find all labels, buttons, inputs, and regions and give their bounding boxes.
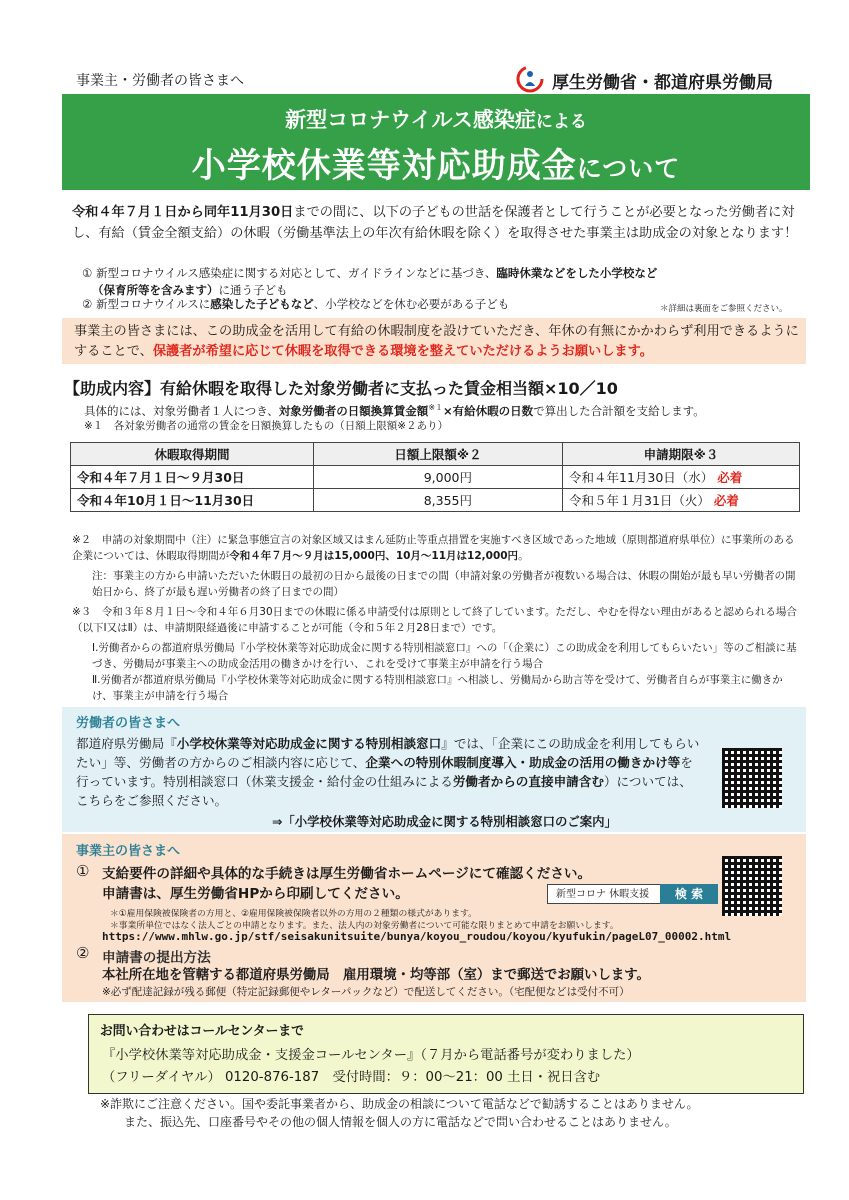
limits-table [70,442,800,512]
item-number: ① [76,862,90,880]
banner-subtitle-suffix: による [535,112,587,132]
employers-item1-a: 支給要件の詳細や具体的な手続きは厚生労働省ホームページにて確認ください。 [102,866,592,882]
cell-period: 令和４年10月１日～11月30日 [71,489,314,512]
submission-note: ※必ず配達記録が残る郵便（特定記録郵便やレターパックなど）で配送してください。（宅配便などは受付不可） [102,986,630,998]
workers-text-a: 都道府県労働局『 [76,736,177,751]
col-header-period: 休暇取得期間 [71,443,314,466]
workers-text-d: 企業への特別休暇制度導入・助成金の活用の働きかけ等 [365,755,681,770]
item1-bold-2: （保育所等を含みます） [92,283,219,297]
intro-paragraph [72,202,812,244]
detail-note: ＊詳細は裏面をご参照ください。 [660,304,788,314]
mhlw-url-link[interactable]: https://www.mhlw.go.jp/stf/seisakunitsuite/bunya/koyou_roudou/koyou/kyufukin/pageL07_00002.html [102,930,732,943]
aid-desc-d: で算出した合計額を支給します。 [533,403,705,418]
cell-deadline [563,489,800,512]
list-item [82,296,642,313]
item2-bold: 感染した子どもなど [210,297,314,311]
deadline-date: 令和４年11月30日（水） [569,470,714,485]
aid-desc-sup: ※１ [428,403,444,412]
aid-desc-b: 対象労働者の日額換算賃金額 [278,403,429,418]
call-center-name: 『小学校休業等対応助成金・支援金コールセンター』（７月から電話番号が変わりました） [102,1048,640,1063]
submission-method-text: 本社所在地を管轄する都道府県労働局 雇用環境・均等部（室）まで郵送でお願いします。 [102,968,650,983]
qr-code-icon[interactable] [722,748,782,808]
must-arrive-label: 必着 [717,470,743,485]
footnote-2 [72,532,802,564]
footnote-2-end: 。 [518,550,529,562]
footnote-3-case-1: Ⅰ.労働者からの都道府県労働局『小学校休業等対応助成金に関する特別相談窓口』への「（企業に）この助成金を利用してもらいたい」等のご相談に基づき、労働局が事業主への助成金活用の働きかけを行い、これを受けて事業主が申請を行う場合 [92,642,797,670]
request-text-emphasis: 保護者が希望に応じて休暇を取得できる環境を整えていただけるようお願いします。 [152,344,653,359]
call-center-phone: （フリーダイヤル） 0120-876-187 受付時間：９：00～21：00 土日・祝日含む [102,1070,601,1085]
workers-text [76,734,704,810]
item1-bold: 臨時休業などをした小学校など [496,266,658,280]
request-box [62,318,806,364]
ministry-logo-icon [515,64,545,94]
item-number: ② [76,944,90,962]
page-title-suffix: について [576,154,681,183]
table-row [71,489,800,512]
aid-description [84,402,705,419]
footnote-3-case-2: Ⅱ.労働者が都道府県労働局『小学校休業等対応助成金に関する特別相談窓口』へ相談し、労働局から助言等を受けて、労働者自らが事業主に働きかけ、事業主が申請を行う場合 [92,674,783,702]
fraud-warning-2: また、振込先、口座番号やその他の個人情報を個人の方に電話などで問い合わせることはありません。 [124,1115,677,1129]
list-item [82,265,802,299]
deadline-date: 令和５年１月31日（火） [569,493,710,508]
page-title-main: 小学校休業等対応助成金 [191,146,577,186]
employers-note: ＊①雇用保険被保険者の方用と、②雇用保険被保険者以外の方用の２種類の様式があります。 [110,909,477,919]
intro-text: までの間に、以下の子どもの世話を保護者として行うことが必要となった労働者に対し、有給（賃金全額支給）の休暇（労働基準法上の年次有給休暇を除く）を取得させた事業主は助成金の対象となります！ [72,205,798,241]
aid-title: 【助成内容】有給休暇を取得した対象労働者に支払った賃金相当額×10／10 [64,379,618,398]
contact-heading: お問い合わせはコールセンターまで [100,1024,304,1039]
col-header-limit: 日額上限額※２ [314,443,563,466]
fraud-warning: ※詐欺にご注意ください。国や委託事業者から、助成金の相談について電話などで勧誘することはありません。 [100,1097,699,1111]
employers-item1-text-2: 申請書は、厚生労働省HPから印刷してください。 [102,886,409,902]
aid-desc-c: ×有給休暇の日数 [443,403,534,418]
request-text [74,322,804,362]
cell-limit: 9,000円 [314,466,563,489]
table-header-row [71,443,800,466]
item2-tail: 、小学校などを休む必要がある子ども [313,297,510,311]
must-arrive-label: 必着 [713,493,739,508]
cell-deadline [563,466,800,489]
col-header-deadline: 申請期限※３ [563,443,800,466]
employers-item1-text [102,862,591,882]
title-banner [62,94,810,190]
aid-note: ※１ 各対象労働者の通常の賃金を日額換算したもの（日額上限額※２あり） [84,420,449,432]
banner-subtitle [62,104,810,134]
page-title [62,138,810,187]
workers-text-g: ）については、こちらをご参照ください。 [76,774,692,808]
footnote-2-bold: 令和４年７月～９月は15,000円、10月～11月は12,000円 [229,550,519,562]
item2-text: ② 新型コロナウイルスに [82,297,211,311]
item1-tail: に通う子ども [218,283,288,297]
banner-subtitle-main: 新型コロナウイルス感染症 [285,108,536,132]
item1-text: ① 新型コロナウイルス感染症に関する対応として、ガイドラインなどに基づき、 [82,266,497,280]
qr-code-icon[interactable] [722,856,782,916]
workers-heading: 労働者の皆さまへ [76,716,181,731]
aid-desc-a: 具体的には、対象労働者１人につき、 [84,403,279,418]
cell-period: 令和４年７月１日～９月30日 [71,466,314,489]
footnote-2-note: 注：事業主の方から申請いただいた休暇日の最初の日から最後の日までの間（申請対象の労働者が複数いる場合は、休暇の開始が最も早い労働者の開始日から、終了が最も遅い労働者の終了日までの間） [92,570,796,598]
workers-text-e: を行っています。特別相談窓口（休業支援金・給付金の仕組みによる [76,755,693,789]
submission-method-heading: 申請書の提出方法 [102,950,211,966]
audience-label: 事業主・労働者の皆さまへ [76,73,244,89]
table-row [71,466,800,489]
consultation-link[interactable]: ⇒「小学校休業等対応助成金に関する特別相談窓口のご案内」 [272,814,617,829]
search-box[interactable]: 新型コロナ 休暇支援 [547,884,693,904]
employers-note: ＊事業所単位ではなく法人ごとの申請となります。また、法人内の対象労働者について可能な限りまとめて申請をお願いします。 [110,921,619,931]
employers-heading: 事業主の皆さまへ [76,844,181,859]
intro-period: 令和４年７月１日から同年11月30日 [72,205,294,220]
workers-text-c: 』では、「企業にこの助成金を利用してもらいたい」等、労働者の方からのご相談内容に応じて、 [76,736,700,770]
request-text-main: 事業主の皆さまには、この助成金を活用して有給の休暇制度を設けていただき、年休の有無にかかわらず利用できるようにすることで、 [74,324,799,359]
ministry-name: 厚生労働省・都道府県労働局 [552,73,773,93]
footnote-3: ※３ 令和３年８月１日～令和４年６月30日までの休暇に係る申請受付は原則として終了しています。ただし、やむを得ない理由があると認められる場合（以下Ⅰ又はⅡ）は、申請期限経過後に申請することが可能（令和５年２月28日まで）です。 [72,606,797,634]
footnote-2-text: ※２ 申請の対象期間中（注）に緊急事態宣言の対象区域又はまん延防止等重点措置を実施すべき区域であった地域（原則都道府県単位）に事業所のある企業については、休暇取得期間が [72,534,795,562]
workers-text-b: 小学校休業等対応助成金に関する特別相談窓口 [176,736,442,751]
workers-text-f: 労働者からの直接申請含む [452,774,604,789]
search-button[interactable]: 検 索 [660,884,718,904]
cell-limit: 8,355円 [314,489,563,512]
